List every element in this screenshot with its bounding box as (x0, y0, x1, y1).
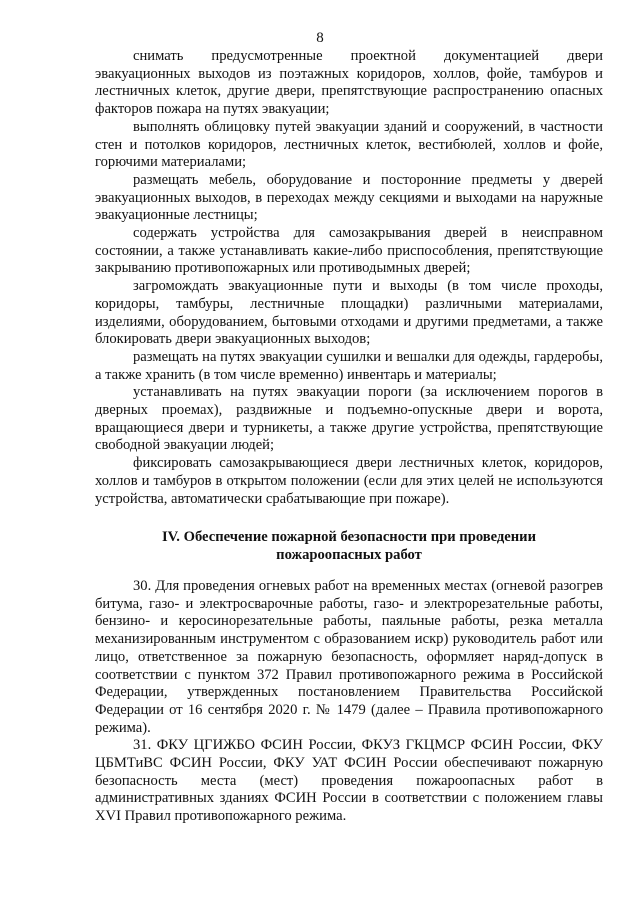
clause-30: 30. Для проведения огневых работ на временных местах (огневой разогрев битума, газо- и электросварочные работы, газо- и электрорезательные работы, бензино- и керосинорезательные работы, паяльные работы, резка металла механизированным инструментом с образованием искр) руководитель работ или лицо, ответственное за пожарную безопасность, оформляет наряд-допуск в соответствии с пунктом 372 Правил противопожарного режима в Российской Федерации, утвержденных постановлением Правительства Российской Федерации от 16 сентября 2020 г. № 1479 (далее – Правила противопожарного режима). (95, 578, 603, 736)
list-item: устанавливать на путях эвакуации пороги (за исключением порогов в дверных проемах), раздвижные и подъемно-опускные двери и ворота, вращающиеся двери и турникеты, а также другие устройства, препятствующие свободной эвакуации людей; (95, 384, 603, 454)
list-item: выполнять облицовку путей эвакуации зданий и сооружений, в частности стен и потолков коридоров, лестничных клеток, вестибюлей, холлов и фойе, горючими материалами; (95, 118, 603, 171)
clause-31: 31. ФКУ ЦГИЖБО ФСИН России, ФКУЗ ГКЦМСР ФСИН России, ФКУ ЦБМТиВС ФСИН России, ФКУ УАТ ФСИН России обеспечивают пожарную безопасность места (мест) проведения пожароопасных работ в административных зданиях ФСИН России в соответствии с положением главы XVI Правил противопожарного режима. (95, 737, 603, 825)
list-item: загромождать эвакуационные пути и выходы (в том числе проходы, коридоры, тамбуры, лестничные площадки) различными материалами, изделиями, оборудованием, бытовыми отходами и другими предметами, а также блокировать двери эвакуационных выходов; (95, 278, 603, 348)
page-number: 8 (316, 30, 324, 46)
section-heading-line: пожароопасных работ (276, 547, 422, 563)
section-heading (95, 528, 603, 564)
list-item: размещать мебель, оборудование и посторонние предметы у дверей эвакуационных выходов, в переходах между секциями и выходами на наружные эвакуационные лестницы; (95, 171, 603, 224)
list-item: содержать устройства для самозакрывания дверей в неисправном состоянии, а также устанавливать какие-либо приспособления, препятствующие закрыванию противопожарных или противодымных дверей; (95, 225, 603, 277)
list-item: снимать предусмотренные проектной документацией двери эвакуационных выходов из поэтажных коридоров, холлов, фойе, тамбуров и лестничных клеток, другие двери, препятствующие распространению опасных факторов пожара на путях эвакуации; (95, 48, 603, 118)
clauses (95, 578, 603, 826)
prohibitions-list (95, 48, 603, 508)
list-item: размещать на путях эвакуации сушилки и вешалки для одежды, гардеробы, а также хранить (в том числе временно) инвентарь и материалы; (95, 348, 603, 383)
section-heading-line: IV. Обеспечение пожарной безопасности при проведении (161, 529, 537, 545)
list-item: фиксировать самозакрывающиеся двери лестничных клеток, коридоров, холлов и тамбуров в открытом положении (если для этих целей не используются устройства, автоматически срабатывающие при пожаре). (95, 455, 603, 507)
